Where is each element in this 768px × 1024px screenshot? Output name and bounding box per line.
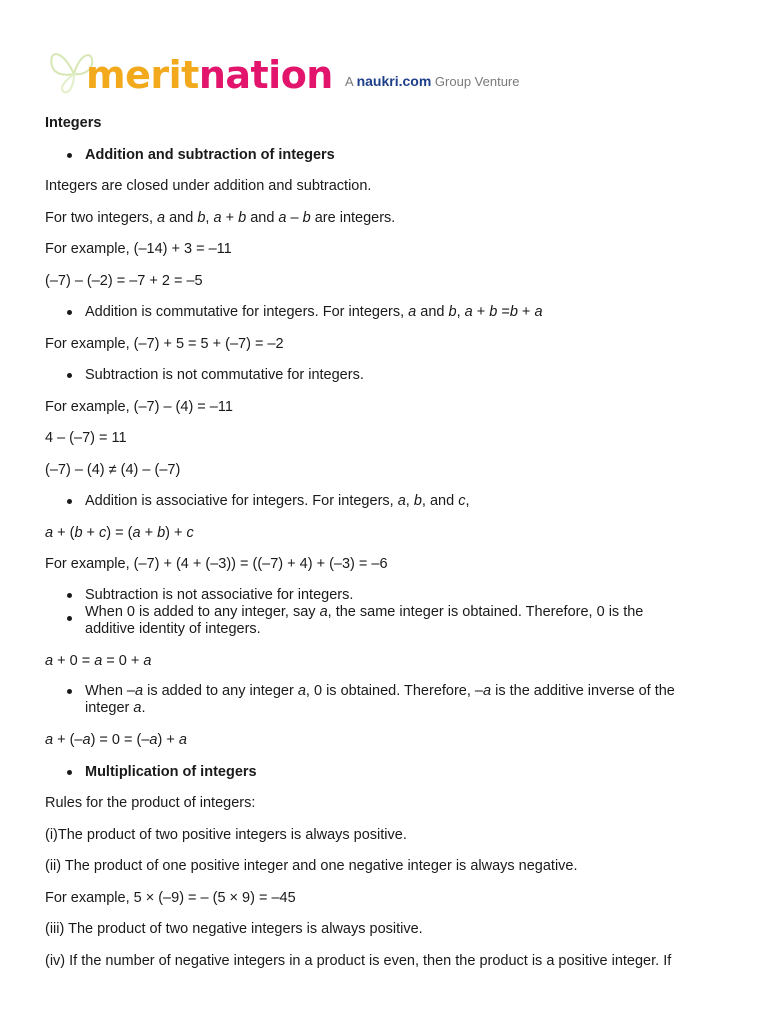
doc-title: Integers (45, 115, 102, 131)
formula-inverse: a + (–a) = 0 = (–a) + a (45, 732, 187, 748)
para-closed: Integers are closed under addition and subtraction. (45, 178, 372, 194)
bullet-commutative-addition: Addition is commutative for integers. For integers, a and b, a + b =b + a (45, 297, 735, 329)
bullet-subtraction-not-associative: Subtraction is not associative for integers. (45, 581, 735, 604)
document-body (45, 108, 735, 977)
bullet-associative-addition: Addition is associative for integers. For integers, a, b, and c, (45, 486, 735, 518)
bullet-additive-inverse: When –a is added to any integer a, 0 is obtained. Therefore, –a is the additive inverse of the integer a. (45, 677, 735, 717)
rule-3: (iii) The product of two negative integers is always positive. (45, 921, 423, 937)
example-3: For example, (–7) + 5 = 5 + (–7) = –2 (45, 335, 284, 352)
example-7: For example, (–7) + (4 + (–3)) = ((–7) + 4) + (–3) = –6 (45, 556, 388, 572)
bullet-additive-identity: When 0 is added to any integer, say a, the same integer is obtained. Therefore, 0 is the additive identity of integers. (45, 604, 735, 638)
bullet-subtraction-not-commutative: Subtraction is not commutative for integers. (45, 360, 735, 392)
rule-2: (ii) The product of one positive integer and one negative integer is always negative. (45, 858, 578, 874)
rule-4: (iv) If the number of negative integers in a product is even, then the product is a positive integer. If (45, 952, 672, 969)
example-5: 4 – (–7) = 11 (45, 430, 127, 446)
meritnation-logo (44, 44, 564, 102)
brand-tagline: A naukri.com Group Venture (345, 73, 520, 89)
rule-1: (i)The product of two positive integers is always positive. (45, 826, 407, 843)
example-8: For example, 5 × (–9) = – (5 × 9) = –45 (45, 889, 296, 906)
para-two-integers: For two integers, a and b, a + b and a – b are integers. (45, 209, 396, 226)
naukri-brand: naukri.com (356, 73, 432, 89)
example-4: For example, (–7) – (4) = –11 (45, 398, 233, 415)
example-2: (–7) – (–2) = –7 + 2 = –5 (45, 272, 203, 289)
formula-associative: a + (b + c) = (a + b) + c (45, 524, 194, 541)
example-1: For example, (–14) + 3 = –11 (45, 241, 232, 257)
para-rules: Rules for the product of integers: (45, 795, 256, 811)
heading-addition-subtraction: Addition and subtraction of integers (45, 140, 735, 172)
heading-multiplication: Multiplication of integers (45, 757, 735, 789)
example-6: (–7) – (4) ≠ (4) – (–7) (45, 461, 181, 478)
formula-identity: a + 0 = a = 0 + a (45, 652, 152, 669)
brand-wordmark: meritnation (86, 53, 333, 97)
